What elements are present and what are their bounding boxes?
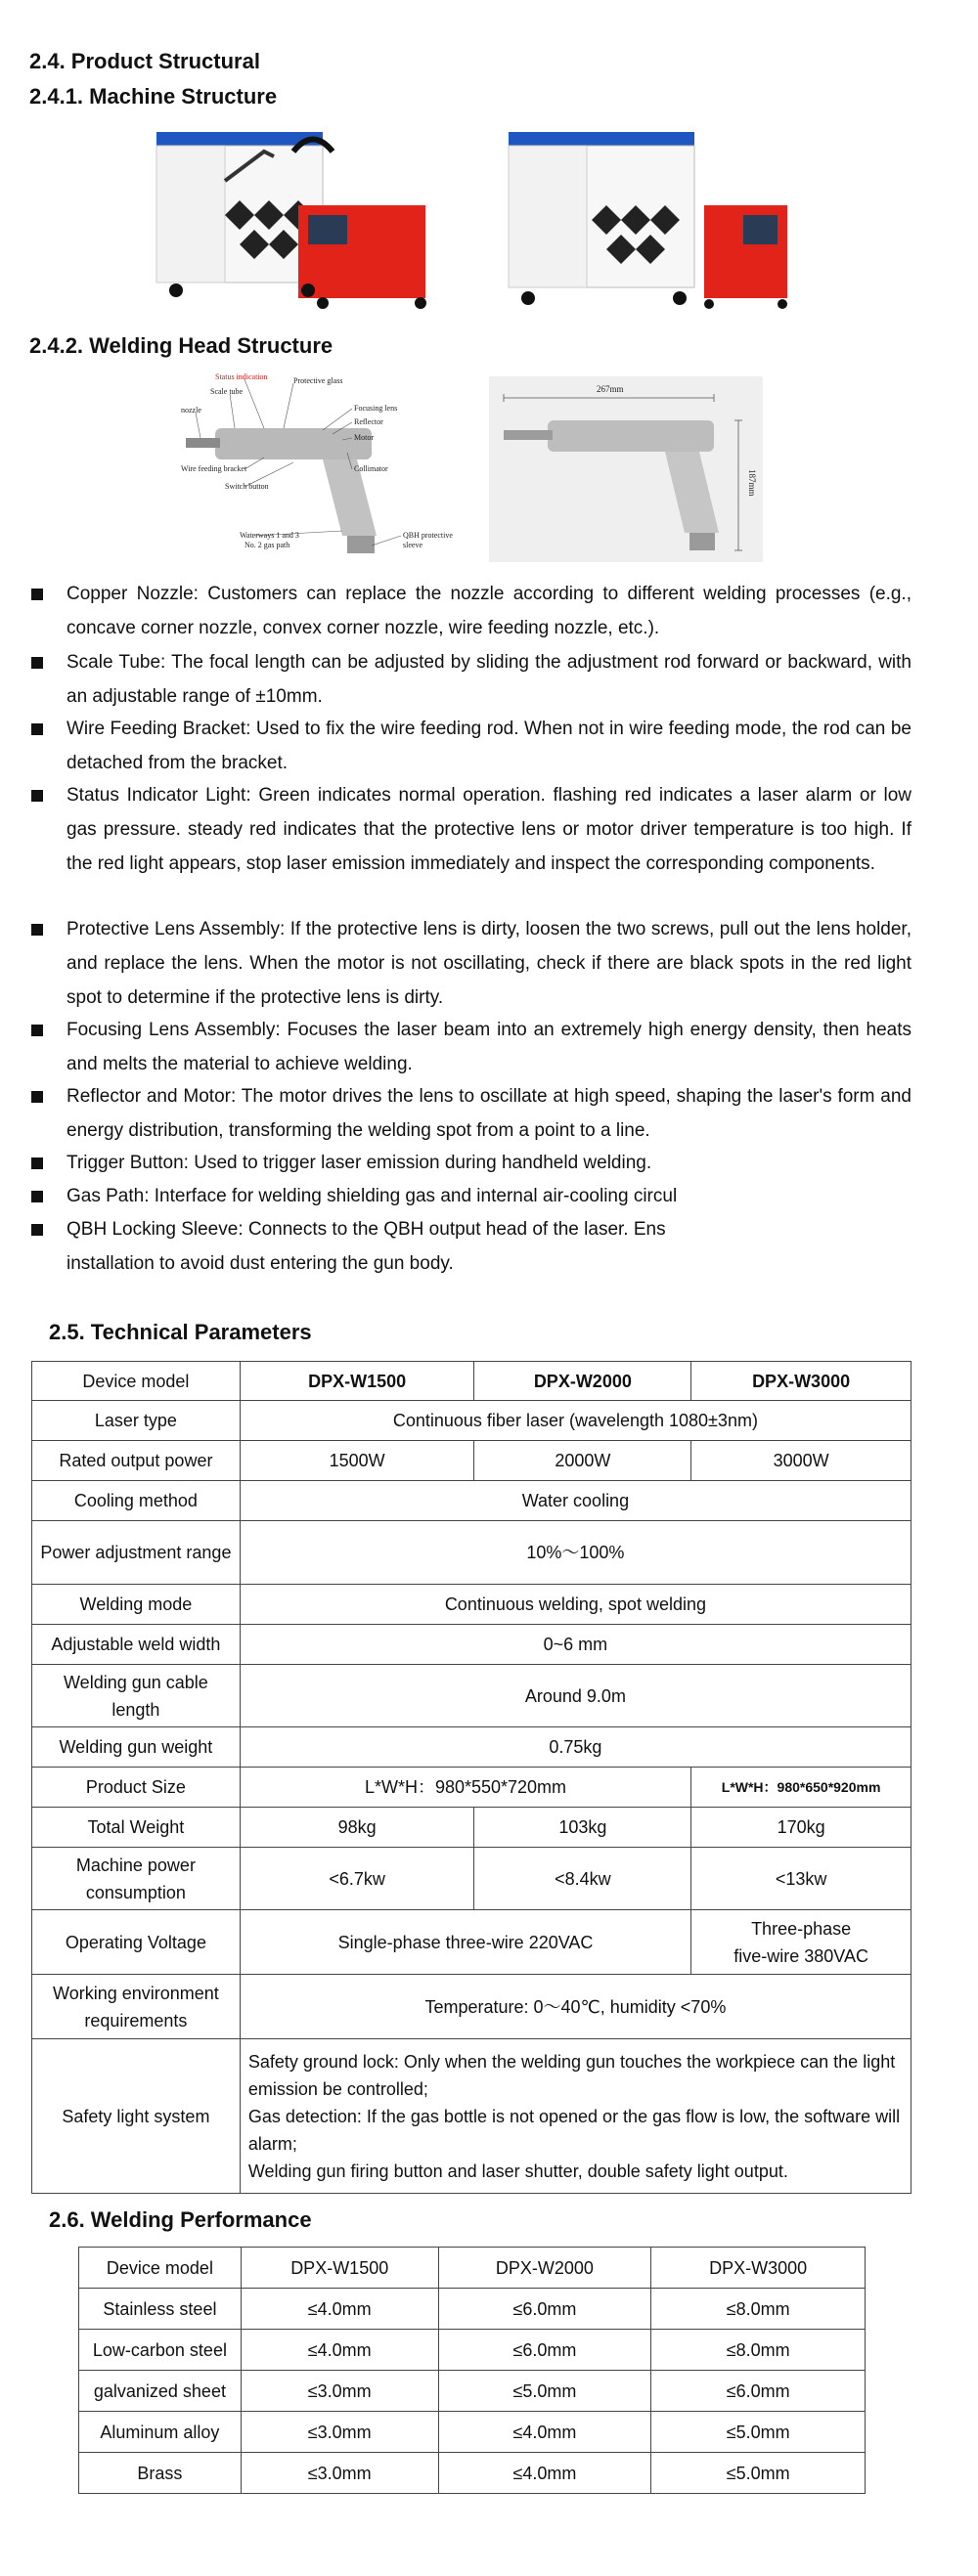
table-cell: 1500W: [240, 1441, 474, 1481]
bullet-square-icon: [31, 1224, 43, 1236]
table-cell: Around 9.0m: [240, 1665, 911, 1727]
label-reflector: Reflector: [354, 417, 383, 426]
label-qbh-sleeve-1: QBH protective: [403, 531, 453, 540]
bullet-square-icon: [31, 1025, 43, 1036]
table-cell: Power adjustment range: [32, 1521, 241, 1585]
table-cell: ≤8.0mm: [651, 2330, 866, 2371]
table-cell: [691, 1910, 911, 1975]
bullet-square-icon: [31, 790, 43, 802]
table-row: [32, 1808, 911, 1848]
table-cell: ≤3.0mm: [241, 2453, 438, 2494]
bullet-square-icon: [31, 1091, 43, 1103]
label-scale-tube: Scale tube: [210, 387, 244, 396]
label-gas-path: No. 2 gas path: [244, 541, 290, 549]
table-cell: ≤4.0mm: [241, 2330, 438, 2371]
label-nozzle: nozzle: [181, 406, 201, 415]
table-row: [32, 1665, 911, 1727]
table-cell: L*W*H：980*650*920mm: [691, 1768, 911, 1808]
bullet-item: Copper Nozzle: Customers can replace the nozzle according to different welding processes (e.g., concave corner nozzle, convex corner nozzle, wire feeding nozzle, etc.).: [31, 577, 911, 645]
table-cell: Laser type: [32, 1401, 241, 1441]
table-cell: Cooling method: [32, 1481, 241, 1521]
table-cell: ≤6.0mm: [438, 2289, 651, 2330]
voltage-line-2: five-wire 380VAC: [734, 1945, 868, 1966]
bullet-item: Trigger Button: Used to trigger laser emission during handheld welding.: [31, 1146, 911, 1180]
table-row: [32, 1481, 911, 1521]
table-cell: Adjustable weld width: [32, 1625, 241, 1665]
safety-item: Gas detection: If the gas bottle is not opened or the gas flow is low, the software will alarm;: [247, 2106, 901, 2154]
bullet-square-icon: [31, 657, 43, 669]
table-cell: 103kg: [474, 1808, 691, 1848]
label-protective-glass: Protective glass: [293, 376, 343, 385]
table-cell: Welding gun cable length: [32, 1665, 241, 1727]
bullet-item: Gas Path: Interface for welding shielding gas and internal air-cooling circul: [31, 1179, 911, 1213]
bullet-item: Wire Feeding Bracket: Used to fix the wire feeding rod. When not in wire feeding mode, the rod can be detached from the bracket.: [31, 712, 911, 780]
table-cell: <13kw: [691, 1848, 911, 1910]
table-row: [32, 1401, 911, 1441]
table-cell: ≤8.0mm: [651, 2289, 866, 2330]
table-cell: ≤4.0mm: [438, 2412, 651, 2453]
table-row: [32, 2039, 911, 2194]
bullet-square-icon: [31, 723, 43, 735]
bullet-item: Reflector and Motor: The motor drives the lens to oscillate at high speed, shaping the laser's form and energy distribution, transforming the welding spot from a point to a line.: [31, 1079, 911, 1148]
table-cell: Safety light system: [32, 2039, 241, 2194]
bullet-square-icon: [31, 1191, 43, 1202]
table-row: [79, 2412, 866, 2453]
table-cell: ≤5.0mm: [438, 2371, 651, 2412]
section-heading-product-structural: 2.4. Product Structural: [29, 49, 260, 73]
table-cell: ≤4.0mm: [438, 2453, 651, 2494]
table-row: [79, 2248, 866, 2289]
table-cell: Low-carbon steel: [79, 2330, 242, 2371]
section-heading-welding-performance: 2.6. Welding Performance: [49, 2207, 312, 2232]
table-row: [32, 1727, 911, 1768]
table-cell: Brass: [79, 2453, 242, 2494]
bullet-item: Protective Lens Assembly: If the protective lens is dirty, loosen the two screws, pull out the lens holder, and replace the lens. When the motor is not oscillating, check if there are black spots in the red light spot to determine if the protective lens is dirty.: [31, 912, 911, 1015]
welding-head-dimensions: [489, 376, 763, 562]
table-cell: L*W*H：980*550*720mm: [240, 1768, 690, 1808]
technical-parameters-table: [31, 1361, 911, 2194]
section-heading-technical-parameters: 2.5. Technical Parameters: [49, 1320, 312, 1344]
section-heading-machine-structure: 2.4.1. Machine Structure: [29, 84, 278, 109]
table-cell: ≤6.0mm: [438, 2330, 651, 2371]
table-cell: 98kg: [240, 1808, 474, 1848]
safety-item: Welding gun firing button and laser shutter, double safety light output.: [247, 2161, 788, 2181]
table-cell: Operating Voltage: [32, 1910, 241, 1975]
label-waterways: Waterways 1 and 3: [240, 531, 299, 540]
table-cell: DPX-W3000: [651, 2248, 866, 2289]
bullet-item: Scale Tube: The focal length can be adjusted by sliding the adjustment rod forward or backward, with an adjustable range of ±10mm.: [31, 645, 911, 714]
bullet-item: QBH Locking Sleeve: Connects to the QBH output head of the laser. Ens installation to avoid dust entering the gun body.: [31, 1212, 716, 1281]
label-collimator: Collimator: [354, 464, 388, 473]
table-row: [79, 2371, 866, 2412]
table-row: [32, 1585, 911, 1625]
table-cell: 170kg: [691, 1808, 911, 1848]
table-cell: Aluminum alloy: [79, 2412, 242, 2453]
table-cell: DPX-W1500: [241, 2248, 438, 2289]
bullet-square-icon: [31, 589, 43, 600]
table-cell: Welding gun weight: [32, 1727, 241, 1768]
label-motor: Motor: [354, 433, 374, 442]
dimension-length: 267mm: [597, 384, 624, 394]
bullet-square-icon: [31, 1157, 43, 1169]
table-cell: Working environment requirements: [32, 1975, 241, 2039]
table-cell: [240, 2039, 911, 2194]
table-cell: Machine power consumption: [32, 1848, 241, 1910]
table-cell: ≤6.0mm: [651, 2371, 866, 2412]
voltage-line-1: Three-phase: [751, 1918, 852, 1939]
table-row: [79, 2289, 866, 2330]
table-cell: galvanized sheet: [79, 2371, 242, 2412]
label-wire-feeding-bracket: Wire feeding bracket: [181, 464, 247, 473]
table-cell: ≤3.0mm: [241, 2412, 438, 2453]
bullet-square-icon: [31, 924, 43, 936]
table-row: [79, 2453, 866, 2494]
welding-performance-table: [78, 2247, 866, 2494]
table-row: [32, 1975, 911, 2039]
welding-head-diagram: [176, 370, 460, 560]
label-qbh-sleeve-2: sleeve: [403, 541, 422, 549]
label-switch-button: Switch button: [225, 482, 269, 491]
machine-photo-side: [499, 122, 802, 313]
table-cell: ≤5.0mm: [651, 2453, 866, 2494]
table-row: [32, 1848, 911, 1910]
section-heading-welding-head: 2.4.2. Welding Head Structure: [29, 333, 333, 358]
table-cell: ≤3.0mm: [241, 2371, 438, 2412]
table-cell: DPX-W3000: [691, 1362, 911, 1401]
table-cell: DPX-W1500: [240, 1362, 474, 1401]
table-cell: Water cooling: [240, 1481, 911, 1521]
table-cell: ≤4.0mm: [241, 2289, 438, 2330]
table-cell: 10%～100%: [240, 1521, 911, 1585]
table-row: [32, 1441, 911, 1481]
table-row: [32, 1362, 911, 1401]
table-cell: ≤5.0mm: [651, 2412, 866, 2453]
label-status-indication: Status indication: [215, 372, 268, 381]
table-cell: Product Size: [32, 1768, 241, 1808]
table-row: [32, 1768, 911, 1808]
table-cell: 3000W: [691, 1441, 911, 1481]
table-cell: Device model: [79, 2248, 242, 2289]
table-cell: <6.7kw: [240, 1848, 474, 1910]
table-row: [32, 1625, 911, 1665]
table-cell: Rated output power: [32, 1441, 241, 1481]
table-cell: 0.75kg: [240, 1727, 911, 1768]
table-row: [32, 1910, 911, 1975]
table-cell: Continuous fiber laser (wavelength 1080±3nm): [240, 1401, 911, 1441]
table-cell: Stainless steel: [79, 2289, 242, 2330]
table-cell: 2000W: [474, 1441, 691, 1481]
safety-item: Safety ground lock: Only when the welding gun touches the workpiece can the light emission be controlled;: [247, 2051, 896, 2099]
table-cell: Continuous welding, spot welding: [240, 1585, 911, 1625]
bullet-item: Status Indicator Light: Green indicates normal operation. flashing red indicates a laser alarm or low gas pressure. steady red indicates that the protective lens or motor driver temperature is too high. If the red light appears, stop laser emission immediately and inspect the corresponding components.: [31, 778, 911, 881]
table-row: [32, 1521, 911, 1585]
label-focusing-lens: Focusing lens: [354, 404, 398, 413]
table-cell: <8.4kw: [474, 1848, 691, 1910]
table-cell: Total Weight: [32, 1808, 241, 1848]
bullet-item: Focusing Lens Assembly: Focuses the laser beam into an extremely high energy density, then heats and melts the material to achieve welding.: [31, 1013, 911, 1081]
table-cell: Welding mode: [32, 1585, 241, 1625]
machine-photo-front: [147, 122, 450, 313]
table-row: [79, 2330, 866, 2371]
table-cell: Device model: [32, 1362, 241, 1401]
table-cell: 0~6 mm: [240, 1625, 911, 1665]
dimension-height: 187mm: [747, 469, 757, 497]
table-cell: DPX-W2000: [474, 1362, 691, 1401]
table-cell: Temperature: 0～40℃, humidity <70%: [240, 1975, 911, 2039]
table-cell: DPX-W2000: [438, 2248, 651, 2289]
table-cell: Single-phase three-wire 220VAC: [240, 1910, 690, 1975]
